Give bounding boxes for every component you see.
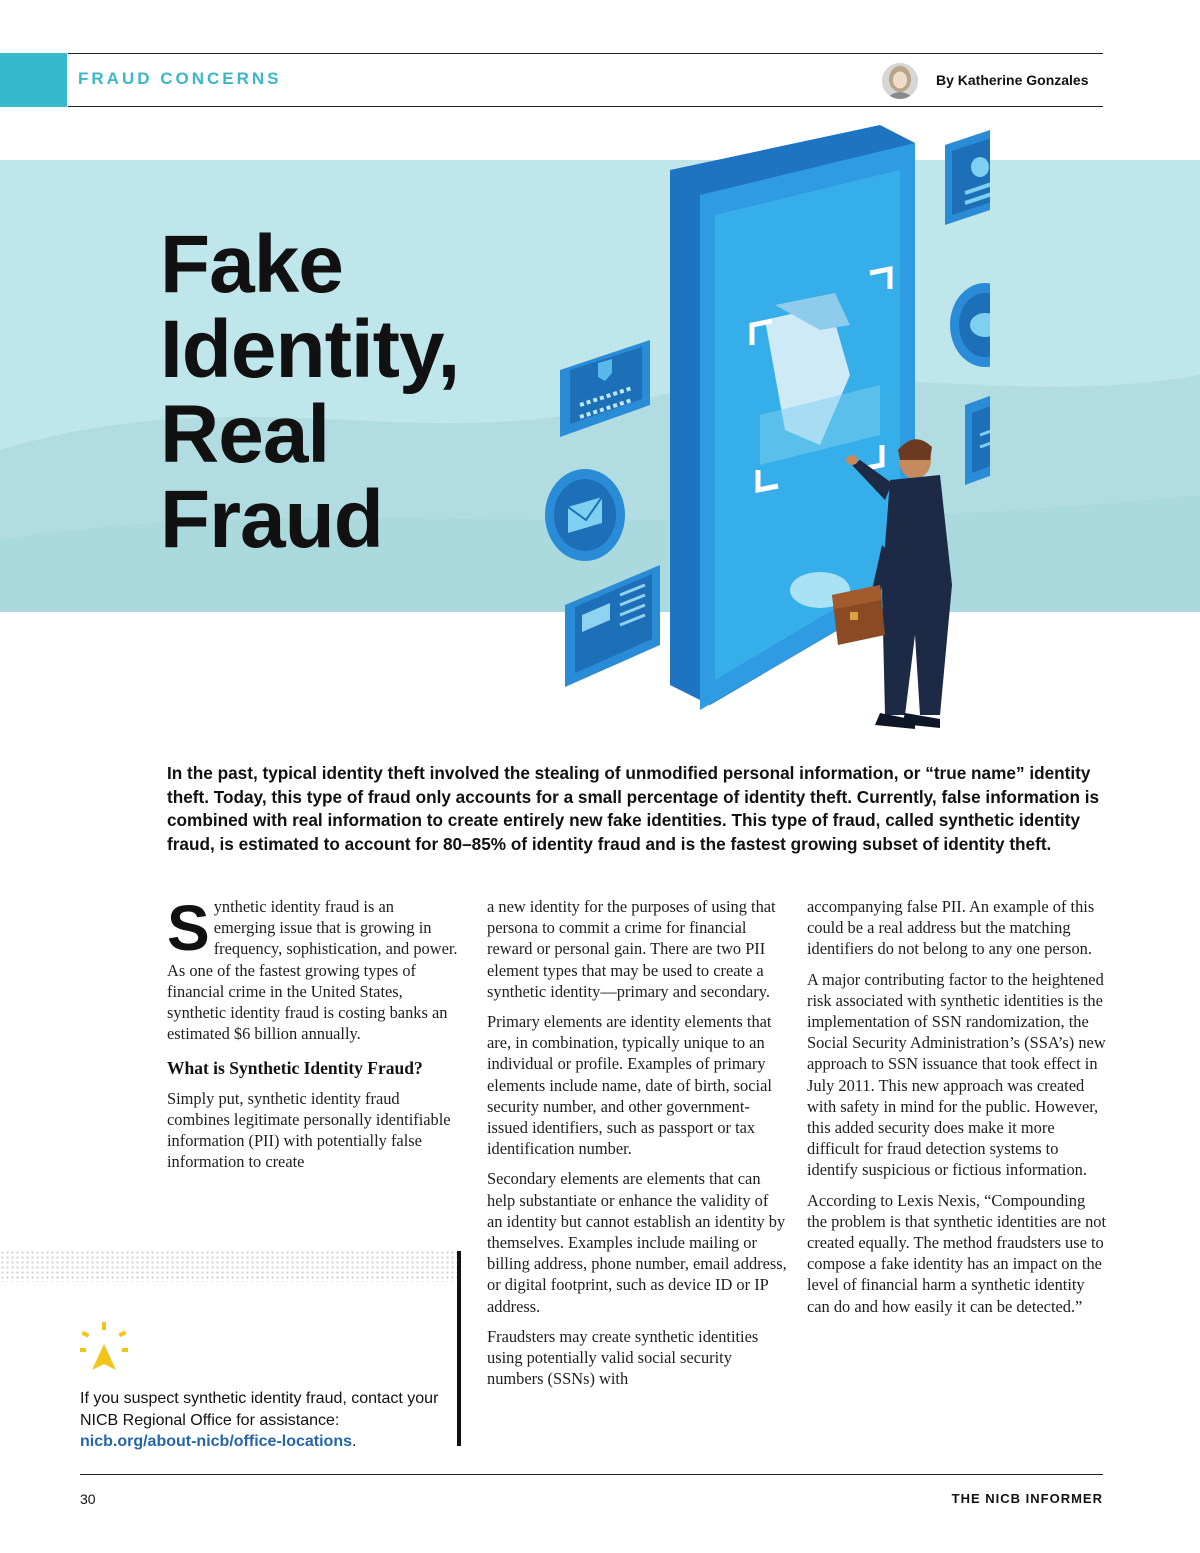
callout-text xyxy=(80,1388,455,1453)
paragraph-primary-elements: Primary elements are identity elements that are, in combination, typically unique to an individual or profile. Examples of primary elements include name, date of birth, social security number, and other government-issued identifiers, such as passport or tax identification number. xyxy=(487,1012,772,1159)
paragraph-fraudsters-continued: accompanying false PII. An example of this could be a real address but the matching identifiers do not belong to any one person. xyxy=(807,897,1095,959)
page-number: 30 xyxy=(80,1491,96,1507)
profile-card-icon xyxy=(945,120,990,225)
section-label: FRAUD CONCERNS xyxy=(78,69,282,88)
alert-arrow-icon xyxy=(78,1318,130,1374)
id-card-icon xyxy=(965,385,990,485)
title-line-2: Identity, xyxy=(160,304,460,395)
mail-icon xyxy=(545,469,625,561)
paragraph-secondary-elements: Secondary elements are elements that can help substantiate or enhance the validity of an identity but cannot establish an identity by themselves. Examples include mailing or billing address, phone number, email address, or digital footprint, such as device ID or IP address. xyxy=(487,1169,787,1316)
paragraph-opening xyxy=(167,892,459,1044)
paragraph-lexis-nexis-quote: According to Lexis Nexis, “Compounding the problem is that synthetic identities are not created equally. The method fraudsters use to compose a fake identity has an impact on the level of financial harm a synthetic identity can do and how easily it can be detected.” xyxy=(807,1190,1107,1316)
paragraph-ssn-randomization: A major contributing factor to the heightened risk associated with synthetic identities is the implementation of SSN randomization, the Social Security Administration’s (SSA’s) new approach to SSN issuance that took effect in July 2011. This new approach was created with safety in mind for the public. However, this added security does make it more difficult for fraud detection systems to identify suspicious or fictious information. xyxy=(807,969,1106,1180)
callout-message: If you suspect synthetic identity fraud, contact your NICB Regional Office for assistance: xyxy=(80,1390,439,1429)
chat-bubble-icon xyxy=(950,283,990,367)
paragraph-opening-text: ynthetic identity fraud is an emerging issue that is growing in frequency, sophistication, and power. As one of the fastest growing types of financial crime in the United States, synthetic identity fraud is costing banks an estimated $6 billion annually. xyxy=(167,897,458,1044)
password-card-icon xyxy=(560,340,650,437)
callout-period: . xyxy=(352,1433,357,1450)
author-byline: By Katherine Gonzales xyxy=(936,72,1089,88)
callout-divider xyxy=(457,1251,461,1446)
title-line-1: Fake xyxy=(160,219,343,310)
paragraph-definition-continued: a new identity for the purposes of using that persona to commit a crime for financial reward or personal gain. There are two PII element types that may be used to create a synthetic identity—primary and secondary. xyxy=(487,897,776,1001)
footer-rule xyxy=(80,1474,1103,1475)
office-locations-link[interactable]: nicb.org/about-nicb/office-locations xyxy=(80,1433,352,1450)
article-title xyxy=(160,219,460,565)
article-intro: In the past, typical identity theft involved the stealing of unmodified personal information, or “true name” identity theft. Today, this type of fraud only accounts for a small percentage of identity theft. Currently, false information is combined with real information to create entirely new fake identities. This type of fraud, called synthetic identity fraud, is estimated to account for 80–85% of identity fraud and is the fastest growing subset of identity theft. xyxy=(167,763,1100,854)
title-line-3: Real xyxy=(160,389,330,480)
author-avatar xyxy=(882,63,918,99)
header-top-rule xyxy=(68,53,1103,54)
header-bottom-rule xyxy=(68,106,1103,107)
article-column-2 xyxy=(487,896,787,1398)
document-card-icon xyxy=(565,565,660,687)
paragraph-fraudsters: Fraudsters may create synthetic identities using potentially valid social security numbers (SSNs) with xyxy=(487,1326,759,1389)
title-line-4: Fraud xyxy=(160,474,383,565)
drop-cap: S xyxy=(167,892,210,964)
dotted-pattern xyxy=(0,1250,460,1282)
article-column-1 xyxy=(167,892,459,1181)
paragraph-definition: Simply put, synthetic identity fraud combines legitimate personally identifiable information (PII) with potentially false information to create xyxy=(167,1088,451,1172)
article-column-3 xyxy=(807,896,1107,1326)
publication-name: THE NICB INFORMER xyxy=(951,1491,1103,1506)
subheading: What is Synthetic Identity Fraud? xyxy=(167,1058,423,1079)
identity-phone-illustration xyxy=(520,115,990,745)
section-color-tab xyxy=(0,53,67,107)
